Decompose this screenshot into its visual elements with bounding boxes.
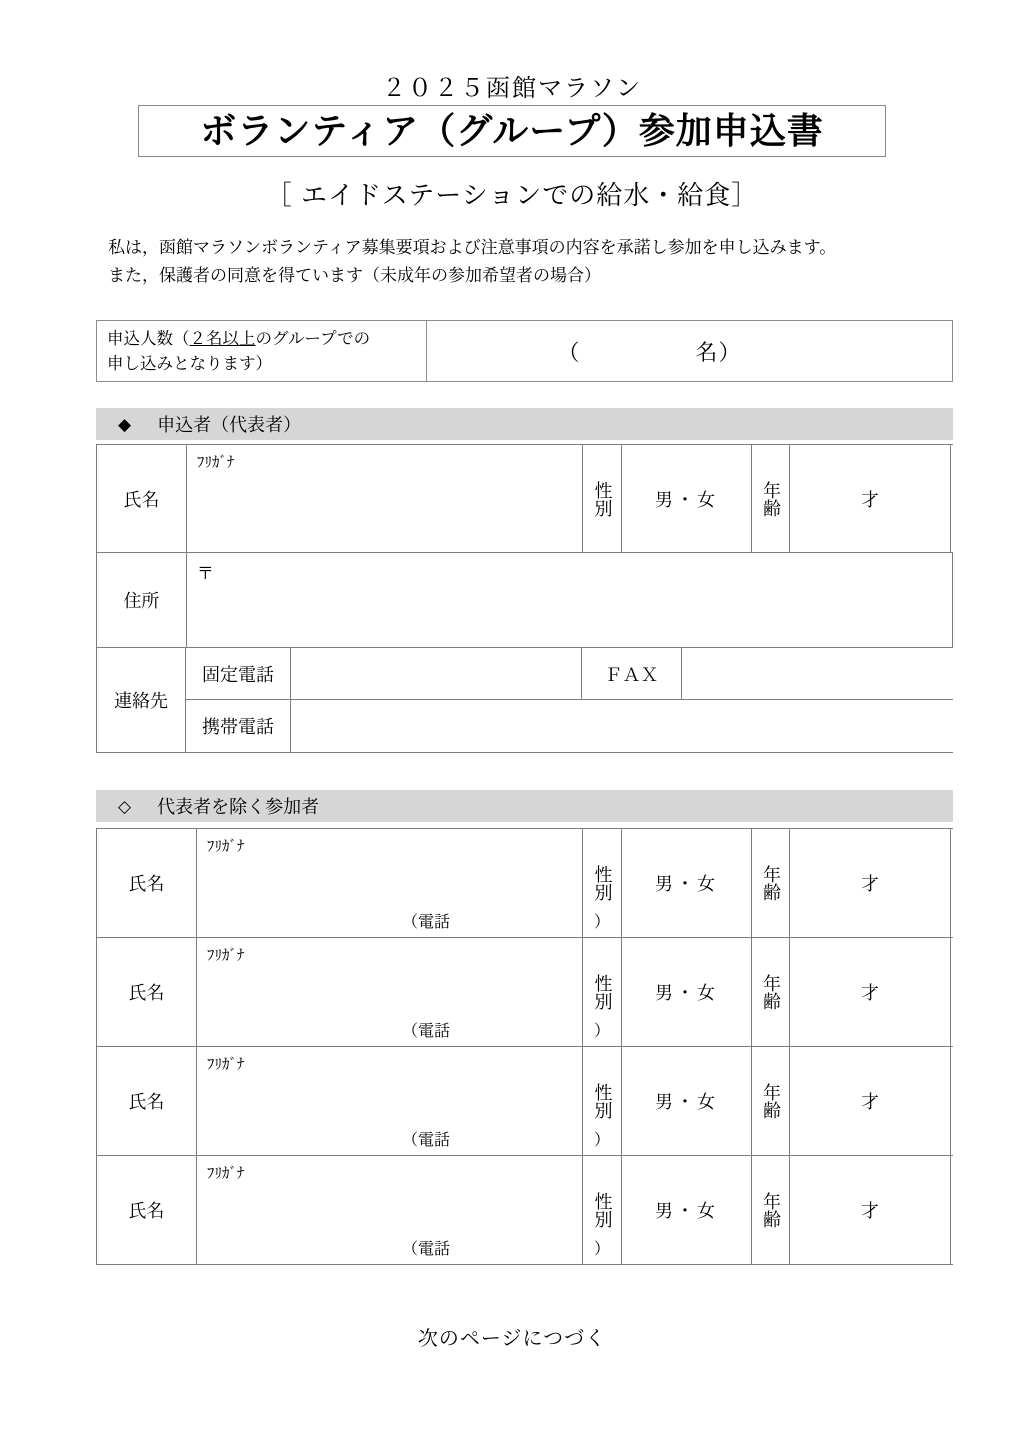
phone-note[interactable]: （電話 ） <box>402 1132 611 1149</box>
fax-input[interactable] <box>682 648 953 699</box>
title-box <box>138 105 886 157</box>
table-row <box>97 938 953 1047</box>
age-label-text: 年齢 <box>761 1192 781 1228</box>
table-row <box>186 700 953 752</box>
table-row <box>97 1047 953 1156</box>
sex-label <box>583 445 622 552</box>
phone-note[interactable]: （電話 ） <box>402 1023 611 1040</box>
count-label-line2: 申し込みとなります） <box>107 355 272 373</box>
sex-label-text: 性別 <box>592 1083 613 1119</box>
sex-label <box>583 1156 622 1264</box>
sex-label-text: 性別 <box>592 480 613 517</box>
name-label: 氏名 <box>97 445 187 552</box>
age-label <box>752 445 790 552</box>
sex-choice[interactable]: 男・女 <box>622 445 752 552</box>
phone-note[interactable]: （電話 ） <box>402 1241 611 1258</box>
name-label: 氏名 <box>97 1156 197 1264</box>
sex-label-text: 性別 <box>592 865 613 901</box>
intro-line-2: また，保護者の同意を得ています（未成年の参加希望者の場合） <box>108 266 601 285</box>
name-label: 氏名 <box>97 1047 197 1155</box>
participants-table <box>96 828 953 1265</box>
landline-label: 固定電話 <box>186 648 291 699</box>
age-input[interactable]: 才 <box>790 1047 951 1155</box>
table-row <box>97 445 953 553</box>
sex-label <box>583 938 622 1046</box>
phone-note[interactable]: （電話 ） <box>402 914 611 931</box>
name-label: 氏名 <box>97 829 197 937</box>
section-header-participants-label: 代表者を除く参加者 <box>157 797 320 817</box>
name-label: 氏名 <box>97 938 197 1046</box>
furigana-label: ﾌﾘｶﾞﾅ <box>207 1165 245 1182</box>
applicant-count-input[interactable]: （ 名） <box>557 339 742 365</box>
age-input[interactable]: 才 <box>790 445 951 552</box>
landline-input[interactable] <box>291 648 582 699</box>
hollow-diamond-icon: ◇ <box>118 796 132 816</box>
applicant-count-table <box>96 320 953 382</box>
age-input[interactable]: 才 <box>790 1156 951 1264</box>
mobile-label: 携帯電話 <box>186 700 291 752</box>
contact-rows <box>186 648 953 752</box>
section-header-representative-label: 申込者（代表者） <box>157 415 302 435</box>
age-input[interactable]: 才 <box>790 829 951 937</box>
age-input[interactable]: 才 <box>790 938 951 1046</box>
sex-label <box>583 829 622 937</box>
address-input[interactable] <box>187 553 953 647</box>
age-label <box>752 1156 790 1264</box>
intro-paragraph <box>108 234 968 290</box>
table-row <box>97 553 953 648</box>
count-label-part2: のグループでの <box>255 330 371 348</box>
furigana-label: ﾌﾘｶﾞﾅ <box>207 1056 245 1073</box>
contact-block <box>97 648 953 753</box>
applicant-count-label <box>97 321 427 381</box>
age-label-text: 年齢 <box>761 480 781 517</box>
age-label <box>752 829 790 937</box>
sex-label-text: 性別 <box>592 1192 613 1228</box>
page-title: ボランティア（グループ）参加申込書 <box>200 110 824 151</box>
sex-choice[interactable]: 男・女 <box>622 829 752 937</box>
sex-choice[interactable]: 男・女 <box>622 1047 752 1155</box>
event-subtitle: ２０２５函館マラソン <box>382 75 642 102</box>
sex-choice[interactable]: 男・女 <box>622 1156 752 1264</box>
furigana-label: ﾌﾘｶﾞﾅ <box>207 947 245 964</box>
table-row <box>186 648 953 700</box>
filled-diamond-icon: ◆ <box>118 414 132 434</box>
sex-label-text: 性別 <box>592 974 613 1010</box>
intro-line-1: 私は，函館マラソンボランティア募集要項および注意事項の内容を承諾し参加を申し込みます。 <box>108 238 837 257</box>
furigana-label: ﾌﾘｶﾞﾅ <box>207 838 245 855</box>
age-label-text: 年齢 <box>761 974 781 1010</box>
address-label: 住所 <box>97 553 187 647</box>
age-label <box>752 938 790 1046</box>
category-subtitle: ［ エイドステーションでの給水・給食］ <box>265 180 759 210</box>
sex-choice[interactable]: 男・女 <box>622 938 752 1046</box>
section-header-participants <box>96 790 953 822</box>
count-label-part1: 申込人数（ <box>107 330 190 348</box>
representative-table <box>96 444 953 753</box>
age-label-text: 年齢 <box>761 865 781 901</box>
furigana-label: ﾌﾘｶﾞﾅ <box>197 454 235 471</box>
contact-label: 連絡先 <box>97 648 186 752</box>
fax-label: ＦＡＸ <box>582 648 682 699</box>
table-row <box>97 829 953 938</box>
count-label-underlined: ２名以上 <box>189 330 256 348</box>
sex-label <box>583 1047 622 1155</box>
postal-mark-icon: 〒 <box>196 564 214 583</box>
footer-note: 次のページにつづく <box>417 1328 607 1350</box>
age-label <box>752 1047 790 1155</box>
age-label-text: 年齢 <box>761 1083 781 1119</box>
mobile-input[interactable] <box>291 700 953 752</box>
name-input[interactable] <box>187 445 583 552</box>
section-header-representative <box>96 408 953 440</box>
table-row <box>97 1156 953 1265</box>
